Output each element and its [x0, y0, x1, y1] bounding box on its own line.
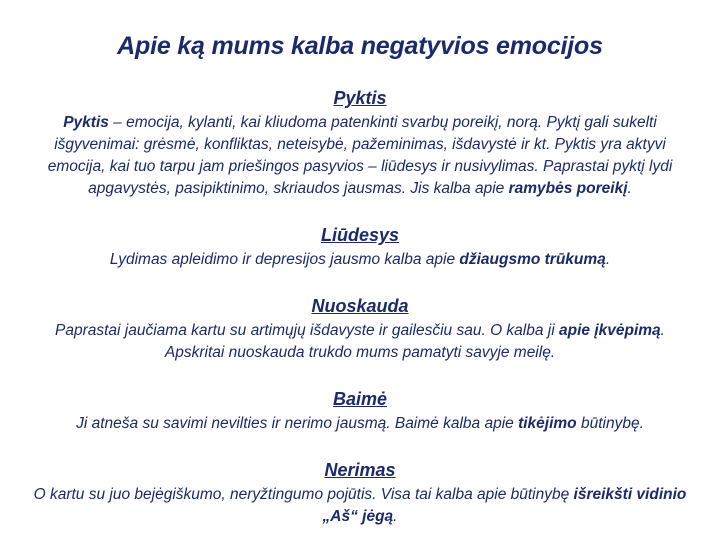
- section-liudesys: [0, 223, 720, 271]
- text-run: .: [605, 251, 611, 268]
- text-run: .: [393, 508, 398, 525]
- section-heading: Pyktis: [333, 88, 387, 108]
- text-run: . Apskritai nuoskauda trukdo mums pamatyti savyje meilę.: [164, 322, 665, 361]
- text-run: O kartu su juo bejėgiškumo, neryžtingumo pojūtis. Visa tai kalba apie būtinybę: [33, 486, 574, 503]
- section-baime: [0, 387, 720, 435]
- section-nuoskauda: [0, 294, 720, 364]
- text-run: Ji atneša su savimi nevilties ir nerimo jausmą. Baimė kalba apie: [76, 415, 519, 432]
- text-run: .: [627, 180, 632, 197]
- text-run: Lydimas apleidimo ir depresijos jausmo kalba apie: [109, 251, 460, 268]
- section-body: [26, 413, 694, 435]
- section-heading: Liūdesys: [320, 225, 400, 245]
- text-run: ramybės poreikį: [508, 180, 628, 197]
- text-run: būtinybę.: [576, 415, 644, 432]
- section-heading: Nerimas: [324, 460, 396, 480]
- section-body: [26, 249, 694, 271]
- text-run: – emocija, kylanti, kai kliudoma patenkinti svarbų poreikį, norą. Pyktį gali sukelti išgyvenimai: grėsmė, konfliktas, neteisybė, pažeminimas, išdavystė ir kt. Pyktis yra aktyvi emocija, kai tuo tarpu jam priešingos pasyvios – liūdesys ir nusivylimas. Paprastai pyktį lydi apgavystės, pasipiktinimo, skriaudos jausmas. Jis kalba apie: [47, 114, 673, 197]
- text-run: džiaugsmo trūkumą: [459, 251, 606, 268]
- section-heading: Baimė: [332, 389, 388, 409]
- section-body: [26, 112, 694, 200]
- text-run: Paprastai jaučiama kartu su artimųjų išdavyste ir gailesčiu sau. O kalba ji: [55, 322, 559, 339]
- text-run: išreikšti vidinio „Aš“ jėgą: [322, 486, 687, 525]
- section-nerimas: [0, 458, 720, 528]
- text-run: tikėjimo: [518, 415, 577, 432]
- section-body: [26, 320, 694, 364]
- text-run: Pyktis: [63, 114, 109, 131]
- slide-title: Apie ką mums kalba negatyvios emocijos: [117, 32, 603, 60]
- section-body: [26, 484, 694, 528]
- section-pyktis: [0, 86, 720, 200]
- section-heading: Nuoskauda: [311, 296, 409, 316]
- text-run: apie įkvėpimą: [559, 322, 661, 339]
- sections-container: [0, 86, 720, 528]
